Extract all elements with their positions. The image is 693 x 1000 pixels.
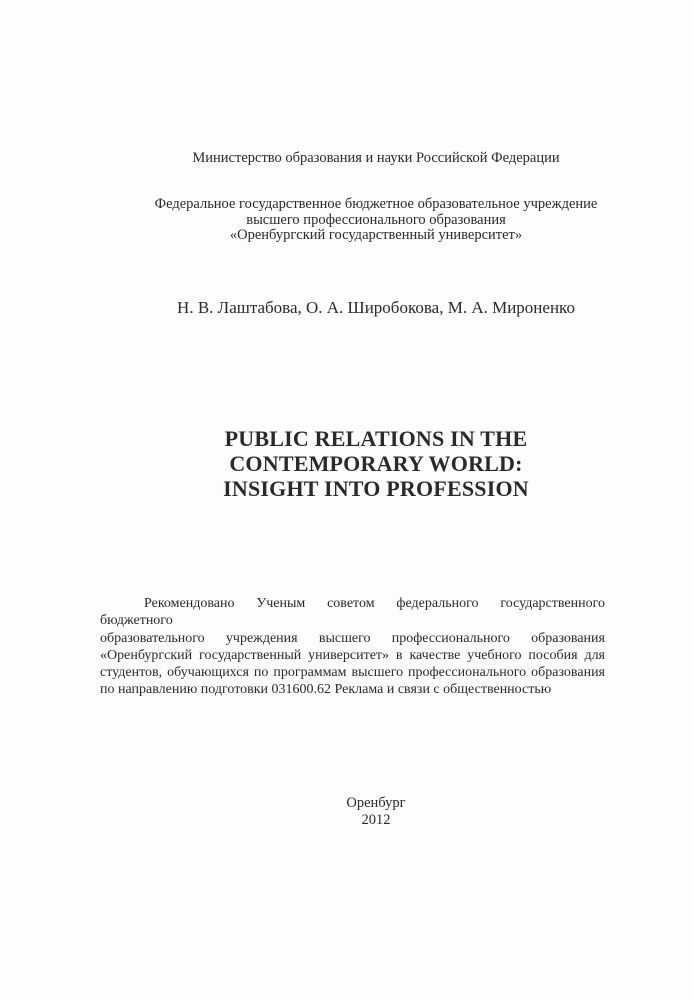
recommendation-line-3: «Оренбургский государственный университет» в качестве учебного пособия для [100,647,605,663]
book-title-line-2: CONTEMPORARY WORLD: [229,451,523,476]
institution-line-3: «Оренбургский государственный университет» [229,227,523,243]
book-title-line-3: INSIGHT INTO PROFESSION [223,476,529,501]
institution-line-2: высшего профессионального образования [246,211,506,228]
recommendation-line-1: Рекомендовано Ученым советом федерального государственного бюджетного [100,596,605,629]
ministry-line: Министерство образования и науки Российской Федерации [192,150,560,166]
imprint-year: 2012 [361,812,391,828]
institution-block [0,197,693,244]
recommendation-line-2: образовательного учреждения высшего профессионального образования [100,630,605,646]
imprint-block [0,795,693,829]
imprint-city: Оренбург [346,795,406,811]
recommendation-line-4: студентов, обучающихся по программам высшего профессионального образования [100,665,605,681]
recommendation-line-5: по направлению подготовки 031600.62 Реклама и связи с общественностью [100,682,552,698]
book-title-line-1: PUBLIC RELATIONS IN THE [224,426,528,451]
institution-line-1: Федеральное государственное бюджетное образовательное учреждение [154,196,598,212]
authors-line: Н. В. Лаштабова, О. А. Широбокова, М. А. Мироненко [177,298,575,317]
recommendation-paragraph [100,595,605,699]
book-title [0,426,693,501]
